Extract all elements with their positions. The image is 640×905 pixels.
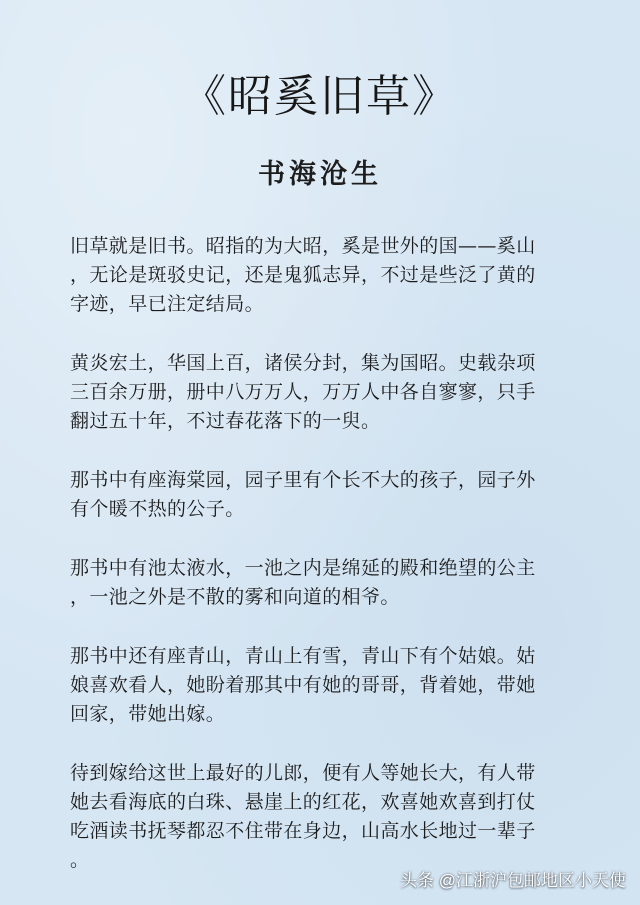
paragraph-line: ，无论是斑驳史记，还是鬼狐志异，不过是些泛了黄的 <box>70 264 536 286</box>
paragraph-1 <box>70 232 590 319</box>
author-name: 书海沧生 <box>258 159 382 190</box>
paragraph-line: 黄炎宏土，华国上百，诸侯分封，集为国昭。史载杂项 <box>70 352 536 374</box>
paragraph-line: 三百余万册，册中八万万人，万万人中各自寥寥，只手 <box>70 381 536 403</box>
paragraph-6 <box>70 759 590 875</box>
paragraph-line: 。 <box>70 849 90 871</box>
paragraph-2 <box>70 349 590 436</box>
paragraph-line: 她去看海底的白珠、悬崖上的红花，欢喜她欢喜到打仗 <box>70 791 536 813</box>
paragraph-line: 有个暖不热的公子。 <box>70 498 245 520</box>
paragraph-4 <box>70 554 590 612</box>
paragraph-5 <box>70 642 590 729</box>
paragraph-line: 待到嫁给这世上最好的儿郎，便有人等她长大，有人带 <box>70 762 536 784</box>
synopsis-body <box>70 232 590 905</box>
paragraph-line: 翻过五十年，不过春花落下的一臾。 <box>70 410 381 432</box>
book-title: 《昭奚旧草》 <box>182 71 458 122</box>
paragraph-line: 娘喜欢看人，她盼着那其中有她的哥哥，背着她，带她 <box>70 674 536 696</box>
paragraph-line: 回家，带她出嫁。 <box>70 703 226 725</box>
source-watermark: 头条 @江浙沪包邮地区小天使 <box>400 871 626 890</box>
paragraph-line: 吃酒读书抚琴都忍不住带在身边，山高水长地过一辈子 <box>70 820 536 842</box>
paragraph-line: 旧草就是旧书。昭指的为大昭，奚是世外的国——奚山 <box>70 235 536 257</box>
paragraph-line: 字迹，早已注定结局。 <box>70 293 265 315</box>
paragraph-line: ，一池之外是不散的雾和向道的相爷。 <box>70 586 400 608</box>
paragraph-line: 那书中有座海棠园，园子里有个长不大的孩子，园子外 <box>70 469 536 491</box>
paragraph-3 <box>70 466 590 524</box>
paragraph-line: 那书中有池太液水，一池之内是绵延的殿和绝望的公主 <box>70 557 536 579</box>
paragraph-line: 那书中还有座青山，青山上有雪，青山下有个姑娘。姑 <box>70 645 536 667</box>
